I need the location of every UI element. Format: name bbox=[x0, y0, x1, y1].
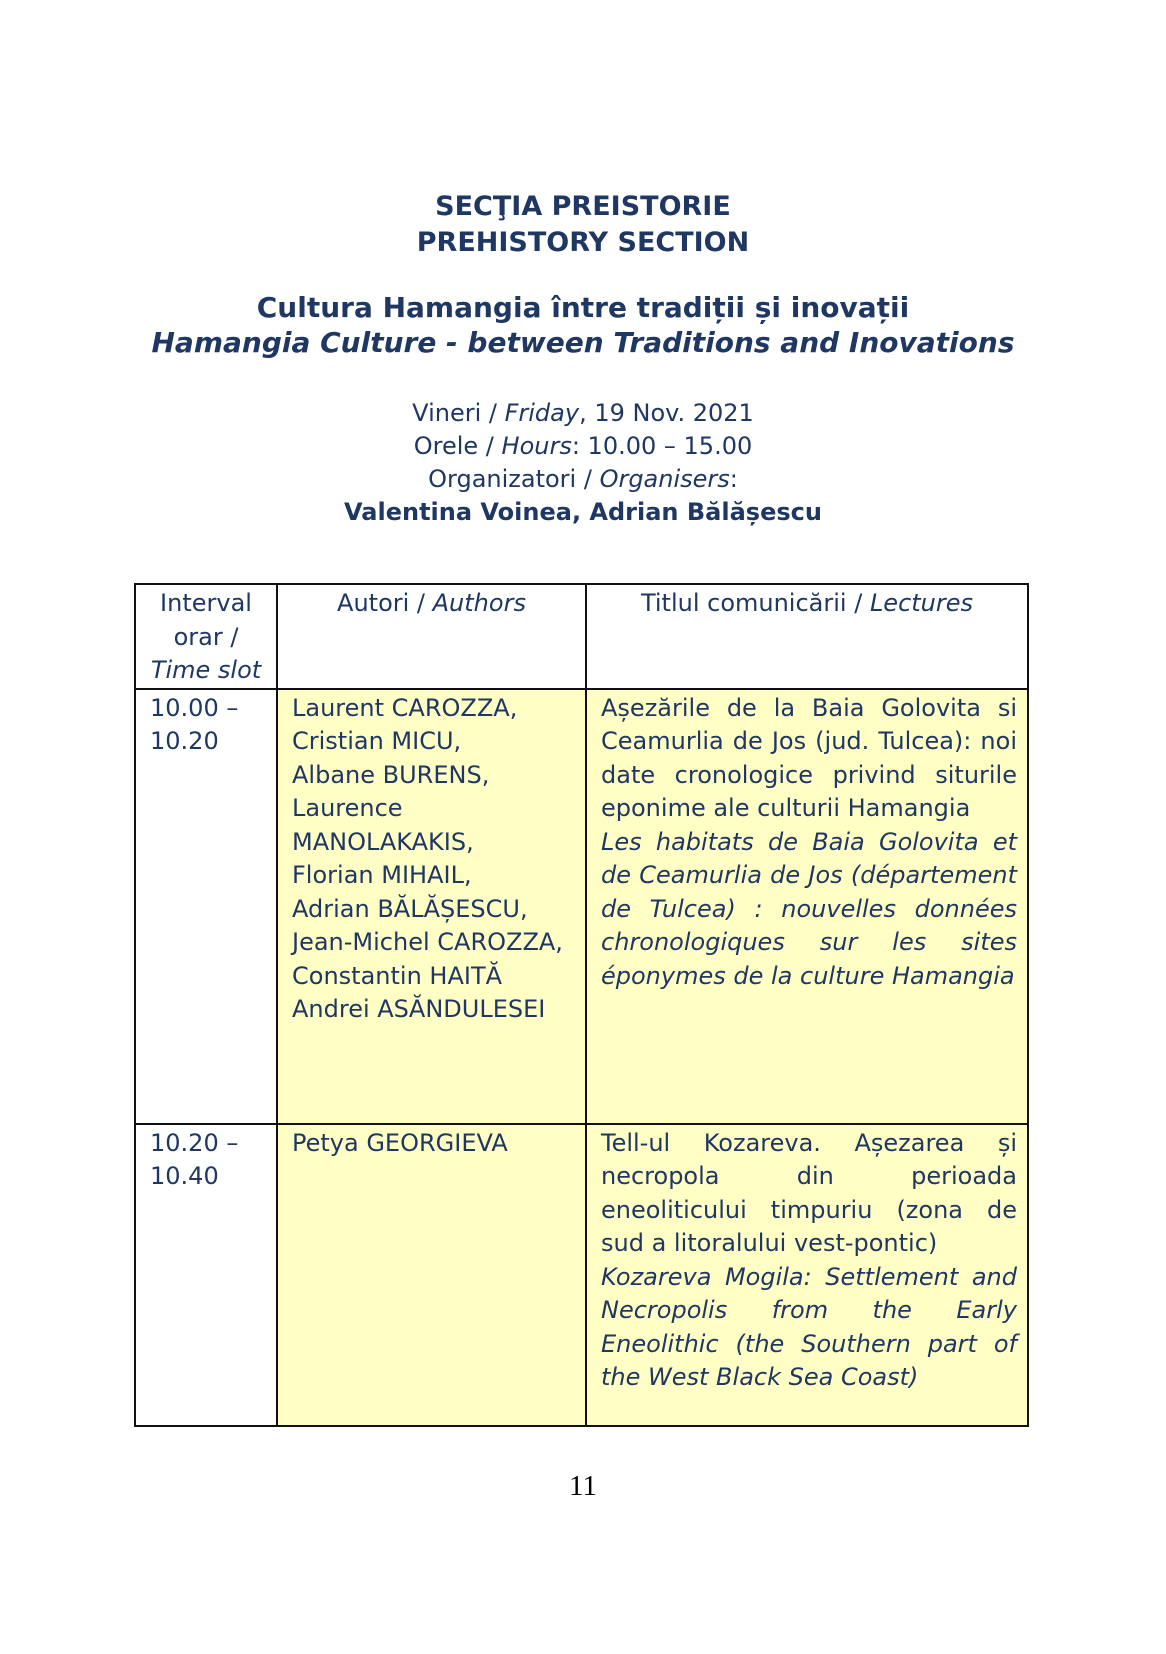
header-lectures bbox=[586, 584, 1028, 689]
header-authors-en: Authors bbox=[432, 589, 526, 617]
time-slot-cell bbox=[135, 1124, 277, 1426]
session-date bbox=[0, 397, 1166, 430]
author-name: Laurence bbox=[292, 794, 403, 822]
time-end: 10.20 bbox=[150, 727, 219, 755]
hours-value: : 10.00 – 15.00 bbox=[571, 432, 753, 460]
time-slot-cell bbox=[135, 689, 277, 1124]
date-label-en: Friday bbox=[504, 399, 580, 427]
hours-label-ro: Orele / bbox=[413, 432, 502, 460]
header-time-line2: orar / bbox=[173, 622, 239, 651]
lecture-cell bbox=[586, 1124, 1028, 1426]
author-name: MANOLAKAKIS, bbox=[292, 827, 474, 856]
author-name: Florian MIHAIL, bbox=[292, 861, 472, 889]
page-number: 11 bbox=[569, 1470, 597, 1502]
author-name: Albane BURENS, bbox=[292, 760, 490, 789]
session-hours bbox=[0, 430, 1166, 463]
table-row bbox=[135, 1124, 1028, 1426]
lecture-title-en: Kozareva Mogila: Settlement and Necropolis from the Early Eneolithic (the Southern part of the West Black Sea Coast) bbox=[601, 1262, 1017, 1391]
organisers-label bbox=[0, 463, 1166, 496]
time-end: 10.40 bbox=[150, 1162, 219, 1190]
lecture-title-ro: Tell-ul Kozareva. Așezarea și necropola din perioada eneoliticului timpuriu (zona de sud a litoralului vest-pontic) bbox=[601, 1128, 1017, 1257]
header-lectures-ro: Titlul comunicării / bbox=[640, 589, 870, 617]
header-time-slot bbox=[135, 584, 277, 689]
header-authors-ro: Autori / bbox=[337, 589, 433, 617]
lecture-cell bbox=[586, 689, 1028, 1124]
table-header-row bbox=[135, 584, 1028, 689]
session-title-ro: Cultura Hamangia între tradiții și inovații bbox=[256, 291, 910, 324]
organisers-label-ro: Organizatori / bbox=[428, 465, 600, 493]
author-name: Andrei ASĂNDULESEI bbox=[292, 995, 546, 1023]
date-label-ro: Vineri / bbox=[412, 399, 505, 427]
organisers-names: Valentina Voinea, Adrian Bălășescu bbox=[344, 498, 822, 526]
hours-label-en: Hours bbox=[501, 432, 572, 460]
header-time-line3: Time slot bbox=[150, 656, 262, 684]
session-title-en: Hamangia Culture - between Traditions and Inovations bbox=[151, 326, 1015, 359]
header-time-line1: Interval bbox=[160, 589, 252, 617]
section-title-ro: SECŢIA PREISTORIE bbox=[435, 191, 731, 222]
authors-cell bbox=[277, 689, 586, 1124]
time-start: 10.20 – bbox=[150, 1128, 239, 1157]
author-name: Petya GEORGIEVA bbox=[292, 1128, 508, 1157]
organisers-colon: : bbox=[729, 465, 738, 493]
author-name: Constantin HAITĂ bbox=[292, 961, 503, 990]
author-name: Jean-Michel CAROZZA, bbox=[292, 928, 563, 956]
author-name: Cristian MICU, bbox=[292, 727, 462, 755]
author-name: Adrian BĂLĂȘESCU, bbox=[292, 894, 528, 923]
section-title-en: PREHISTORY SECTION bbox=[416, 227, 750, 258]
lecture-title-fr: Les habitats de Baia Golovita et de Ceamurlia de Jos (département de Tulcea) : nouvelles données chronologiques sur les sites éponymes de la culture Hamangia bbox=[601, 827, 1017, 990]
author-name: Laurent CAROZZA, bbox=[292, 693, 518, 722]
program-table bbox=[134, 583, 1029, 1427]
time-start: 10.00 – bbox=[150, 693, 239, 722]
authors-cell bbox=[277, 1124, 586, 1426]
header-lectures-en: Lectures bbox=[869, 589, 974, 617]
header-authors bbox=[277, 584, 586, 689]
organisers-label-en: Organisers bbox=[599, 465, 730, 493]
date-value: , 19 Nov. 2021 bbox=[579, 399, 754, 427]
table-row bbox=[135, 689, 1028, 1124]
lecture-title-ro: Așezările de la Baia Golovita si Ceamurlia de Jos (jud. Tulcea): noi date cronologice privind siturile eponime ale culturii Hamangia bbox=[601, 693, 1017, 822]
